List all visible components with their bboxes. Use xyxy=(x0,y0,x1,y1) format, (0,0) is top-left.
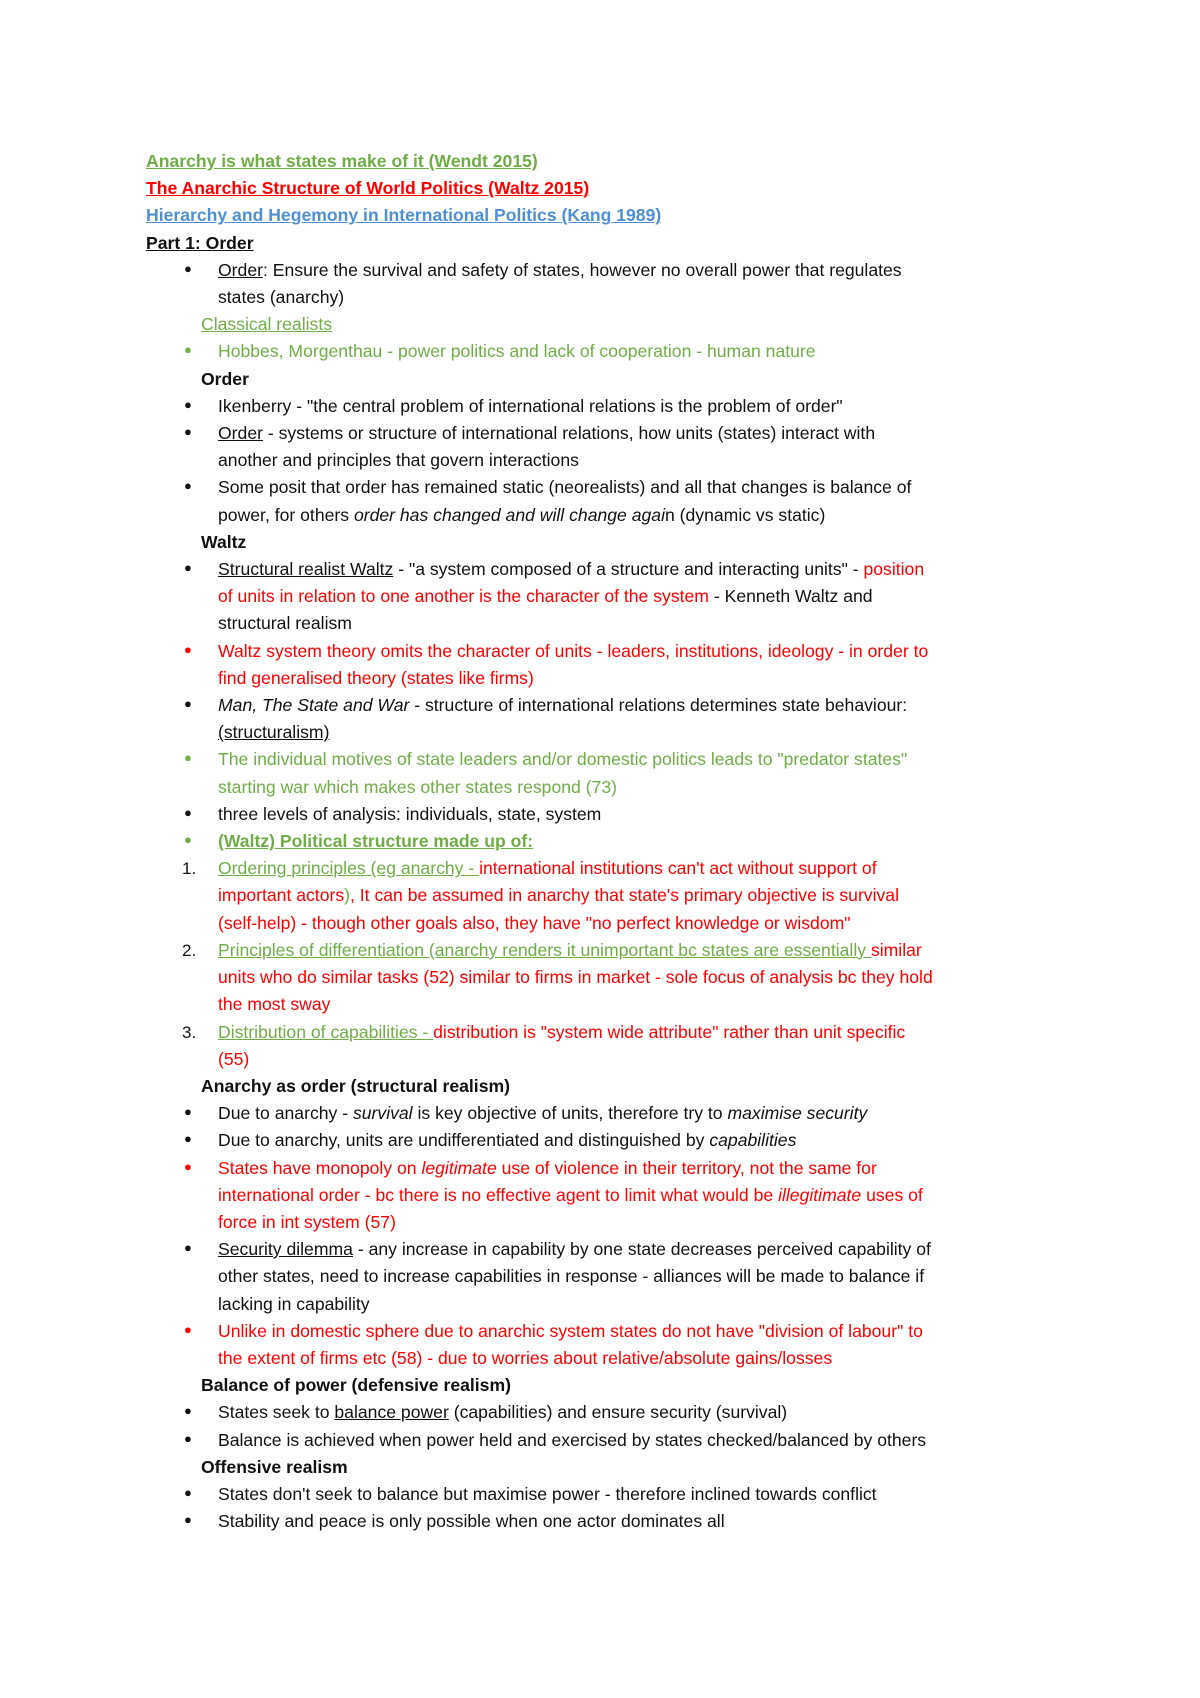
list-item: ● Hobbes, Morgenthau - power politics and lack of cooperation - human nature xyxy=(146,338,1076,365)
bullet-icon: ● xyxy=(184,1403,192,1419)
bullet-icon: ● xyxy=(184,750,192,766)
list-item: ● States seek to balance power (capabilities) and ensure security (survival) xyxy=(146,1399,1076,1426)
part1-heading: Part 1: Order xyxy=(146,232,254,253)
document-page xyxy=(146,148,1076,1535)
subheading-waltz: Waltz xyxy=(201,531,247,552)
bullet-icon: ● xyxy=(184,560,192,576)
bullet-icon: ● xyxy=(184,696,192,712)
title-kang: Hierarchy and Hegemony in International Politics (Kang 1989) xyxy=(146,205,662,226)
list-item: ● three levels of analysis: individuals, state, system xyxy=(146,801,1076,828)
bullet-icon: ● xyxy=(184,260,192,276)
bullet-icon: ● xyxy=(184,396,192,412)
list-item: ● Balance is achieved when power held and exercised by states checked/balanced by others xyxy=(146,1427,1076,1454)
list-item: ● Some posit that order has remained static (neorealists) and all that changes is balance of power, for others order has changed and will change again (dynamic vs static) xyxy=(146,474,1076,528)
list-item: ● Waltz system theory omits the character of units - leaders, institutions, ideology - in order to find generalised theory (states like firms) xyxy=(146,638,1076,692)
list-item: ● Order: Ensure the survival and safety of states, however no overall power that regulates states (anarchy) xyxy=(146,257,1076,311)
subheading-order: Order xyxy=(201,368,249,389)
list-item: ● Due to anarchy - survival is key objective of units, therefore try to maximise security xyxy=(146,1100,1076,1127)
subheading-balance-of-power: Balance of power (defensive realism) xyxy=(201,1375,511,1396)
bullet-icon: ● xyxy=(184,832,192,848)
list-item: ● Ikenberry - "the central problem of international relations is the problem of order" xyxy=(146,393,1076,420)
bullet-icon: ● xyxy=(184,1321,192,1337)
list-item: ● Order - systems or structure of international relations, how units (states) interact with another and principles that govern interactions xyxy=(146,420,1076,474)
subheading-offensive-realism: Offensive realism xyxy=(201,1456,348,1477)
bullet-icon: ● xyxy=(184,804,192,820)
bullet-icon: ● xyxy=(184,424,192,440)
list-item: ● Due to anarchy, units are undifferentiated and distinguished by capabilities xyxy=(146,1127,1076,1154)
bullet-icon: ● xyxy=(184,1512,192,1528)
subheading-anarchy-as-order: Anarchy as order (structural realism) xyxy=(201,1075,510,1096)
title-wendt: Anarchy is what states make of it (Wendt 2015) xyxy=(146,151,538,171)
title-waltz: The Anarchic Structure of World Politics (Waltz 2015) xyxy=(146,178,590,199)
list-item: ● (Waltz) Political structure made up of: xyxy=(146,828,1076,855)
bullet-icon: ● xyxy=(184,342,192,358)
subheading-classical-realists: Classical realists xyxy=(201,314,333,335)
list-item: ● Security dilemma - any increase in capability by one state decreases perceived capability of other states, need to increase capabilities in response - alliances will be made to balance if lacking in capability xyxy=(146,1236,1076,1318)
list-item: ● Stability and peace is only possible when one actor dominates all xyxy=(146,1508,1076,1535)
list-item: ● Man, The State and War - structure of international relations determines state behaviour: (structuralism) xyxy=(146,692,1076,746)
list-item: ● Unlike in domestic sphere due to anarchic system states do not have "division of labour" to the extent of firms etc (58) - due to worries about relative/absolute gains/losses xyxy=(146,1318,1076,1372)
bullet-icon: ● xyxy=(184,641,192,657)
bullet-icon: ● xyxy=(184,1131,192,1147)
numbered-item: 2. Principles of differentiation (anarchy renders it unimportant bc states are essentially similar units who do similar tasks (52) similar to firms in market - sole focus of analysis bc they hold the most sway xyxy=(182,939,933,1015)
bullet-icon: ● xyxy=(184,1430,192,1446)
list-item: ● States don't seek to balance but maximise power - therefore inclined towards conflict xyxy=(146,1481,1076,1508)
bullet-icon: ● xyxy=(184,1158,192,1174)
list-item: ● Structural realist Waltz - "a system composed of a structure and interacting units" - position of units in relation to one another is the character of the system - Kenneth Waltz and structural realism xyxy=(146,556,1076,638)
bullet-icon: ● xyxy=(184,1104,192,1120)
numbered-item: 1. Ordering principles (eg anarchy - international institutions can't act without support of important actors), It can be assumed in anarchy that state's primary objective is survival (self-help) - though other goals also, they have "no perfect knowledge or wisdom" xyxy=(182,858,900,933)
bullet-icon: ● xyxy=(184,1240,192,1256)
list-item: ● States have monopoly on legitimate use of violence in their territory, not the same for international order - bc there is no effective agent to limit what would be illegitimate uses of force in int system (57) xyxy=(146,1155,1076,1237)
bullet-icon: ● xyxy=(184,478,192,494)
bullet-icon: ● xyxy=(184,1484,192,1500)
numbered-item: 3. Distribution of capabilities - distribution is "system wide attribute" rather than unit specific (55) xyxy=(182,1021,906,1069)
list-item: ● The individual motives of state leaders and/or domestic politics leads to "predator states" starting war which makes other states respond (73) xyxy=(146,746,1076,800)
